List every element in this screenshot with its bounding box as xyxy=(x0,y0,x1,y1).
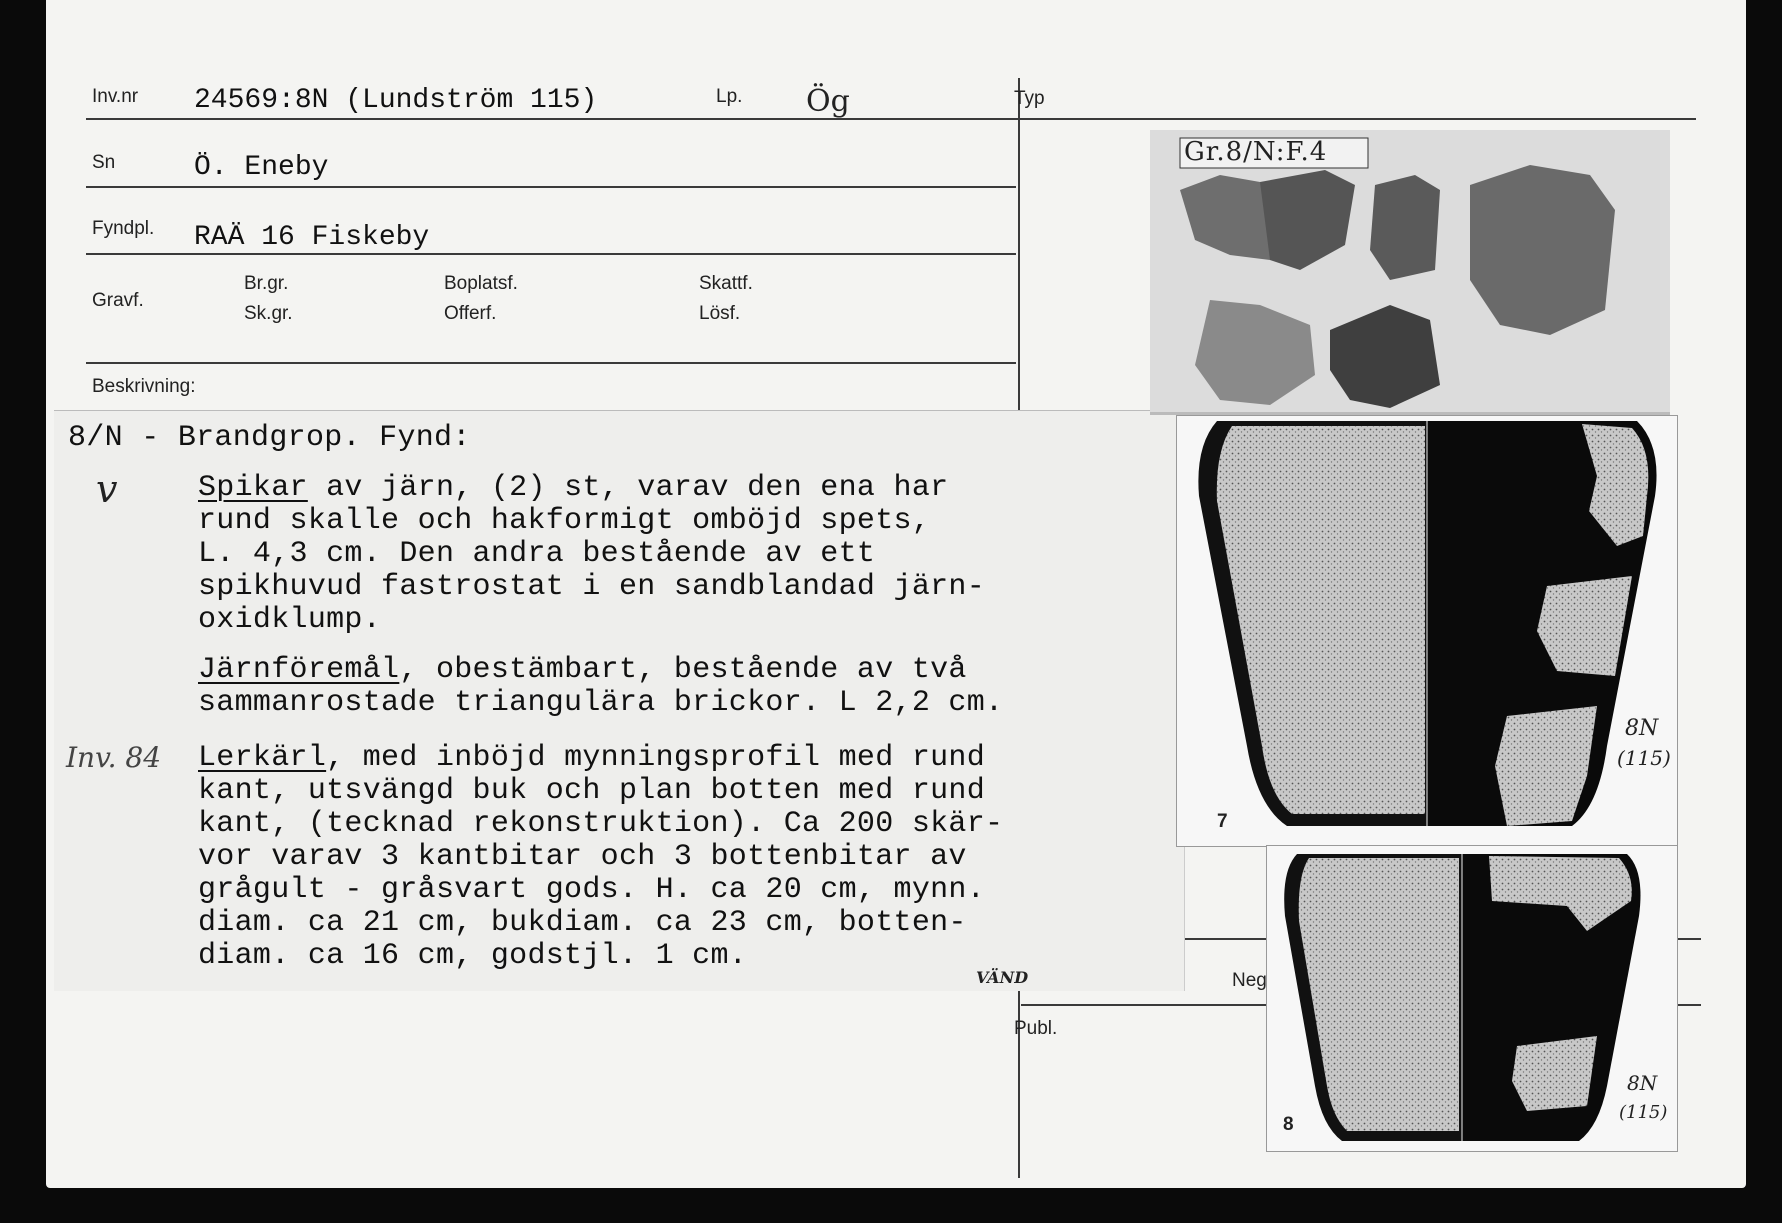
sn-value: Ö. Eneby xyxy=(194,152,329,183)
para3-line-6: diam. ca 16 cm, godstjl. 1 cm. xyxy=(198,939,748,973)
check-mark: v xyxy=(96,467,118,511)
para3-line-3: vor varav 3 kantbitar och 3 bottenbitar av xyxy=(198,840,967,874)
description-lead: 8/N - Brandgrop. Fynd: xyxy=(68,421,471,455)
rule-gravf xyxy=(86,362,1016,364)
fyndpl-label: Fyndpl. xyxy=(92,218,155,239)
rule-sn xyxy=(86,186,1016,188)
drawing7-number: 7 xyxy=(1217,811,1228,832)
para1-term: Spikar xyxy=(198,471,308,505)
losf-label: Lösf. xyxy=(699,303,741,324)
para3-line-1: kant, utsvängd buk och plan botten med rund xyxy=(198,774,986,808)
drawing7-note-b: (115) xyxy=(1617,746,1671,770)
para2-line-1: sammanrostade triangulära brickor. L 2,2 cm. xyxy=(198,686,1004,720)
catalog-card xyxy=(46,0,1746,1188)
boplatsf-label: Boplatsf. xyxy=(444,273,518,294)
offerf-label: Offerf. xyxy=(444,303,497,324)
para1-line-0 xyxy=(198,471,948,505)
para2-line-0-text: , obestämbart, bestående av två xyxy=(399,653,967,687)
vessel-drawing-7-image xyxy=(1177,416,1677,846)
sn-label: Sn xyxy=(92,152,116,173)
sherds-photo xyxy=(1150,130,1670,415)
rule-fyndpl xyxy=(86,253,1016,255)
drawing8-number: 8 xyxy=(1283,1114,1294,1135)
para3-line-0 xyxy=(198,741,985,775)
para3-line-5: diam. ca 21 cm, bukdiam. ca 23 cm, botten- xyxy=(198,906,967,940)
vessel-drawing-8-image xyxy=(1267,846,1677,1151)
drawing8-note-a: 8N xyxy=(1627,1071,1658,1095)
skattf-label: Skattf. xyxy=(699,273,753,294)
para3-line-4: grågult - gråsvart gods. H. ca 20 cm, mynn. xyxy=(198,873,986,907)
para3-term: Lerkärl xyxy=(198,741,327,775)
vand-label: VÄND xyxy=(976,968,1029,987)
para3-line-2: kant, (tecknad rekonstruktion). Ca 200 skär- xyxy=(198,807,1004,841)
para3-line-0-text: , med inböjd mynningsprofil med rund xyxy=(326,741,986,775)
invnr-label: Inv.nr xyxy=(92,86,139,107)
neg-label: Neg xyxy=(1232,970,1267,991)
vessel-drawing-8 xyxy=(1266,845,1678,1152)
para1-line-3: spikhuvud fastrostat i en sandblandad järn- xyxy=(198,570,986,604)
margin-note: Inv. 84 xyxy=(66,741,162,774)
lp-label: Lp. xyxy=(716,86,743,107)
typ-label: Typ xyxy=(1014,88,1045,109)
para1-line-2: L. 4,3 cm. Den andra bestående av ett xyxy=(198,537,876,571)
para1-line-4: oxidklump. xyxy=(198,603,382,637)
skgr-label: Sk.gr. xyxy=(244,303,293,324)
lp-value: Ög xyxy=(806,84,850,119)
para1-line-0-text: av järn, (2) st, varav den ena har xyxy=(307,471,949,505)
publ-label: Publ. xyxy=(1014,1018,1058,1039)
sherds-photo-image xyxy=(1150,130,1670,415)
para2-term: Järnföremål xyxy=(198,653,400,687)
beskrivning-label: Beskrivning: xyxy=(92,376,196,397)
fyndpl-value: RAÄ 16 Fiskeby xyxy=(194,222,430,253)
photo-caption: Gr.8/N:F.4 xyxy=(1184,137,1328,167)
vessel-drawing-7 xyxy=(1176,415,1678,847)
invnr-value: 24569:8N (Lundström 115) xyxy=(194,85,598,116)
gravf-label: Gravf. xyxy=(92,290,144,311)
para1-line-1: rund skalle och hakformigt omböjd spets, xyxy=(198,504,931,538)
para2-line-0 xyxy=(198,653,967,687)
description-slip xyxy=(54,410,1185,991)
drawing7-note-a: 8N xyxy=(1625,716,1659,741)
drawing8-note-b: (115) xyxy=(1619,1102,1668,1123)
rule-invnr xyxy=(86,118,1696,120)
brgr-label: Br.gr. xyxy=(244,273,289,294)
